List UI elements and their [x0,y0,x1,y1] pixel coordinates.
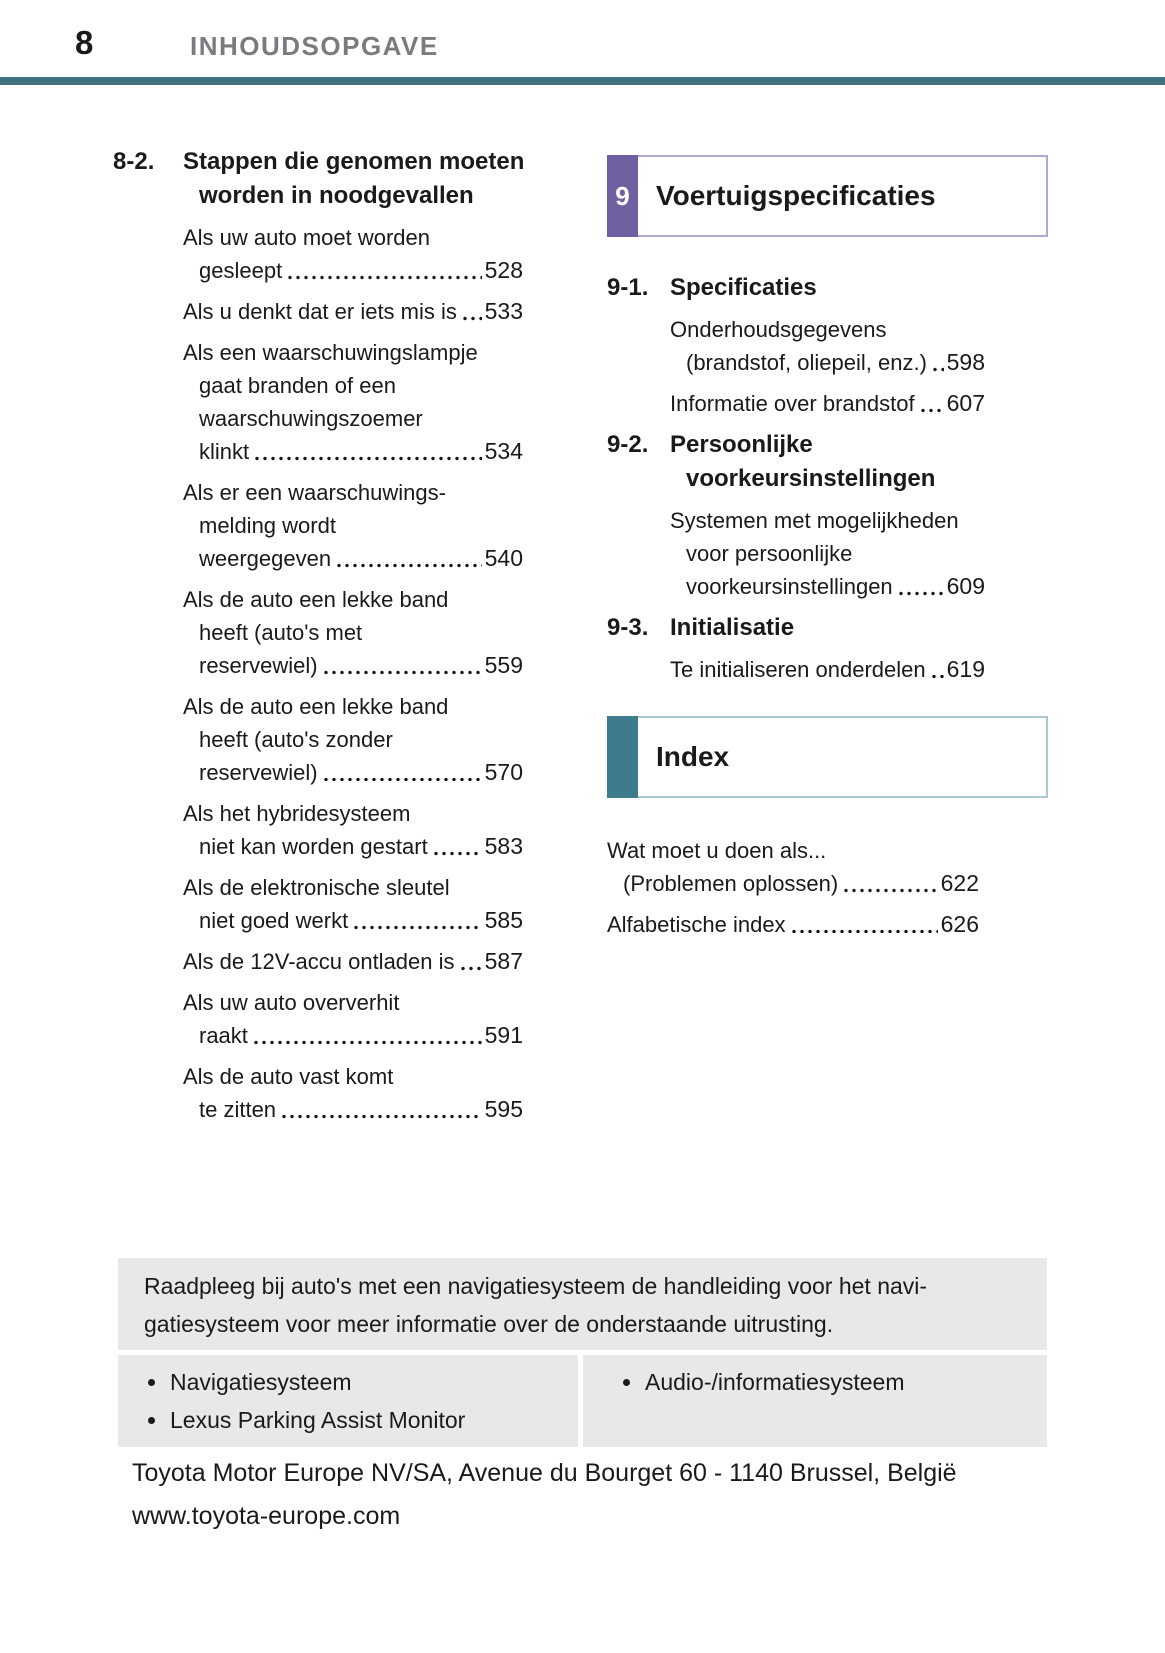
section-header [607,428,1048,496]
entry-line [183,986,523,1019]
dot-leader [897,591,944,596]
page-number: 559 [484,652,523,678]
toc-entry [183,871,523,937]
chapter-number-tab: 9 [607,155,638,237]
bullet-label: Navigatiesysteem [170,1369,352,1395]
entry-line [183,1019,523,1052]
entry-text: Informatie over brandstof [670,391,915,416]
entry-text: Te initialiseren onderdelen [670,657,926,682]
dot-leader [842,888,937,893]
header-rule [0,77,1165,85]
entry-line [183,756,523,789]
entry-text: reservewiel) [199,760,318,785]
page-number: 540 [484,545,523,571]
entry-text: Als een waarschuwingslampje [183,340,478,365]
bullet-dot [148,1379,155,1386]
entry-text: Alfabetische index [607,912,786,937]
entry-text: Als u denkt dat er iets mis is [183,299,457,324]
entry-line [670,346,985,379]
dot-leader [253,456,482,461]
index-box [607,716,1048,798]
section-title-line: voorkeursinstellingen [686,465,936,492]
header-page-number: 8 [75,24,94,61]
entry-line [183,945,523,978]
entry-text: Wat moet u doen als... [607,838,827,863]
section-title-line: Initialisatie [670,614,795,641]
bullet-item [148,1401,578,1439]
page-number: 626 [940,911,979,937]
entry-line [183,830,523,863]
page-number: 591 [484,1022,523,1048]
entry-text: Als de elektronische sleutel [183,875,450,900]
left-column [113,145,523,1134]
section-entries [670,653,985,686]
section-header [113,145,523,213]
toc-entry [183,336,523,468]
entry-text: Als de 12V-accu ontladen is [183,949,455,974]
entry-line [183,1093,523,1126]
toc-section [607,611,1048,686]
dot-leader [919,408,944,413]
bullet-dot [623,1379,630,1386]
entry-line [607,867,979,900]
toc-entry [670,653,985,686]
entry-text: (brandstof, oliepeil, enz.) [686,350,927,375]
right-column [607,142,1048,949]
section-title [670,271,817,305]
entry-text: gaat branden of een [199,373,396,398]
page-number: 570 [484,759,523,785]
section-entries [670,313,985,420]
entry-text: Als de auto vast komt [183,1064,394,1089]
entry-line [183,295,523,328]
right-sections [607,271,1048,686]
dot-leader [790,929,938,934]
page-number: 534 [484,438,523,464]
toc-entry [670,504,985,603]
entry-line [183,369,523,402]
page-number: 587 [484,948,523,974]
bullet-dot [148,1417,155,1424]
header-title: INHOUDSOPGAVE [190,31,439,61]
entry-text: waarschuwingszoemer [199,406,423,431]
notice-items [118,1355,1047,1447]
entry-text: heeft (auto's zonder [199,727,393,752]
bullet-label: Audio-/informatiesysteem [645,1369,905,1395]
entry-text: reservewiel) [199,653,318,678]
page-number: 619 [946,656,985,682]
entry-line [183,797,523,830]
dot-leader [352,925,481,930]
section-title-line: Stappen die genomen moeten [183,148,525,175]
entry-text: Als uw auto moet worden [183,225,431,250]
index-entries [607,834,979,941]
entry-line [670,504,985,537]
section-title [183,145,524,213]
dot-leader [461,316,482,321]
section-title-line: worden in noodgevallen [199,182,474,209]
entry-line [183,583,523,616]
page-number: 598 [946,349,985,375]
toc-entry [607,834,979,900]
entry-line [183,435,523,468]
toc-entry [183,583,523,682]
toc-entry [183,797,523,863]
left-entries [183,221,523,1126]
entry-line [183,509,523,542]
dot-leader [335,563,482,568]
section-number: 8-2. [113,148,155,175]
page-number: 622 [940,870,979,896]
dot-leader [930,674,944,679]
entry-text: voorkeursinstellingen [686,574,893,599]
section-title [670,611,794,645]
page-number: 533 [484,298,523,324]
entry-line [183,336,523,369]
index-accent-tab [607,716,638,798]
entry-text: weergegeven [199,546,332,571]
entry-text: Als de auto een lekke band [183,587,449,612]
toc-section [607,271,1048,420]
dot-leader [432,851,482,856]
bullet-item [623,1363,1047,1401]
entry-text: niet kan worden gestart [199,834,428,859]
page-number: 595 [484,1096,523,1122]
entry-text: Als het hybridesysteem [183,801,411,826]
entry-text: gesleept [199,258,283,283]
entry-text: Als de auto een lekke band [183,694,449,719]
entry-text: heeft (auto's met [199,620,363,645]
notice-paragraph-line: gatiesysteem voor meer informatie over de onderstaande uitrusting. [144,1311,834,1337]
page-number: 607 [946,390,985,416]
toc-entry [670,387,985,420]
entry-text: voor persoonlijke [686,541,853,566]
toc-entry [183,221,523,287]
entry-text: te zitten [199,1097,277,1122]
entry-text: (Problemen oplossen) [623,871,839,896]
notice-box [118,1258,1047,1447]
page-number: 585 [484,907,523,933]
entry-line [670,313,985,346]
footer-website: www.toyota-europe.com [132,1502,401,1530]
bullet-item [148,1363,578,1401]
dot-leader [252,1040,482,1045]
section-title [670,428,935,496]
section-header [607,271,1048,305]
entry-line [670,653,985,686]
entry-text: Als er een waarschuwings- [183,480,446,505]
page-number: 528 [484,257,523,283]
entry-line [183,476,523,509]
entry-line [183,402,523,435]
index-title: Index [638,716,1048,798]
toc-entry [183,1060,523,1126]
toc-entry [183,295,523,328]
bullet-label: Lexus Parking Assist Monitor [170,1407,466,1433]
notice-paragraph [118,1258,1047,1350]
toc-entry [183,986,523,1052]
notice-paragraph-line: Raadpleeg bij auto's met een navigatiesysteem de handleiding voor het navi- [144,1273,928,1299]
footer [132,1452,957,1538]
entry-text: klinkt [199,439,250,464]
section-entries [670,504,985,603]
entry-line [670,570,985,603]
chapter-box [607,155,1048,237]
dot-leader [322,670,482,675]
toc-section [607,428,1048,603]
entry-line [607,908,979,941]
entry-line [183,254,523,287]
toc-entry [670,313,985,379]
toc-entry [607,908,979,941]
section-number: 9-1. [607,274,649,301]
entry-line [183,616,523,649]
dot-leader [286,275,481,280]
entry-line [183,1060,523,1093]
entry-line [183,221,523,254]
page-number: 609 [946,573,985,599]
entry-line [183,871,523,904]
entry-line [183,542,523,575]
entry-text: Als uw auto oververhit [183,990,400,1015]
entry-line [670,537,985,570]
section-header [607,611,1048,645]
entry-text: melding wordt [199,513,336,538]
dot-leader [931,367,944,372]
notice-items-left [118,1355,578,1447]
dot-leader [459,966,482,971]
page-number: 583 [484,833,523,859]
section-title-line: Specificaties [670,274,817,301]
dot-leader [322,777,482,782]
entry-text: raakt [199,1023,248,1048]
entry-text: Systemen met mogelijkheden [670,508,959,533]
entry-line [607,834,979,867]
section-title-line: Persoonlijke [670,431,813,458]
chapter-title: Voertuigspecificaties [638,155,1048,237]
entry-line [183,690,523,723]
entry-text: Onderhoudsgegevens [670,317,887,342]
toc-entry [183,945,523,978]
entry-text: niet goed werkt [199,908,349,933]
entry-line [183,904,523,937]
entry-line [670,387,985,420]
section-number: 9-3. [607,614,649,641]
entry-line [183,649,523,682]
dot-leader [280,1114,482,1119]
footer-address: Toyota Motor Europe NV/SA, Avenue du Bourget 60 - 1140 Brussel, België [132,1459,957,1487]
section-number: 9-2. [607,431,649,458]
notice-items-right [583,1355,1047,1447]
entry-line [183,723,523,756]
toc-entry [183,690,523,789]
toc-entry [183,476,523,575]
